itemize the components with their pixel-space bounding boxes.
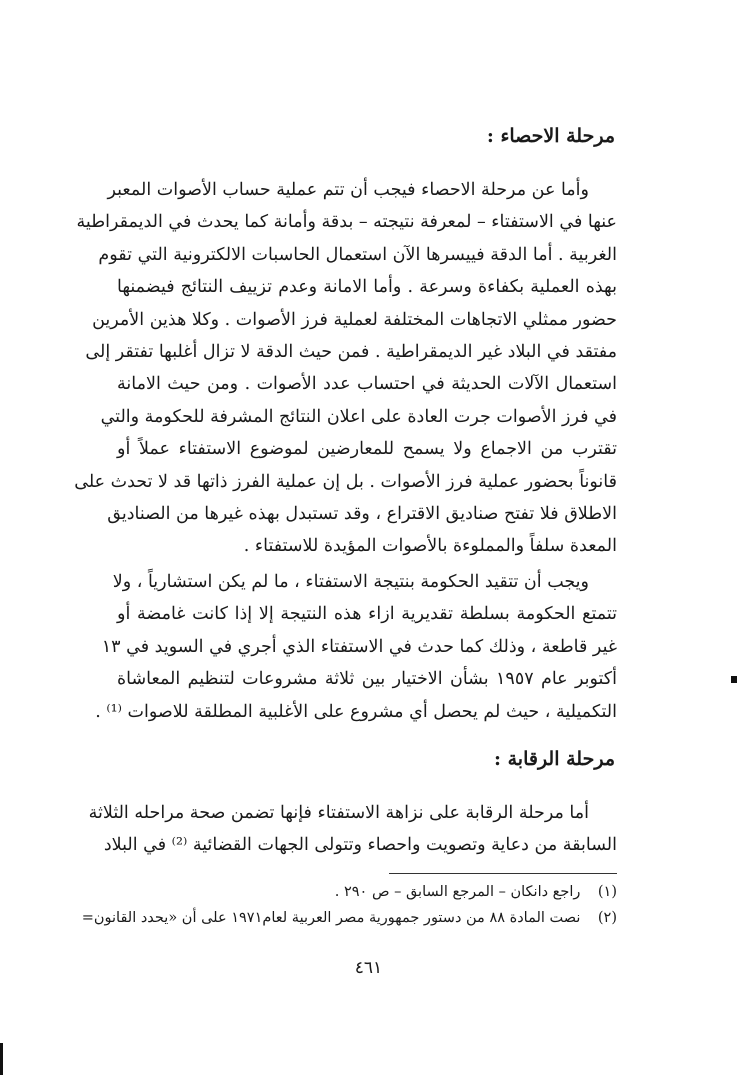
footnote-1 [117,879,617,905]
scan-edge-mark [0,1043,3,1075]
text-line: في فرز الأصوات جرت العادة على اعلان النتائج المشرفة للحكومة والتي [100,406,617,427]
footnote-number: (١) [597,884,617,900]
paragraph-government-binding [95,566,617,728]
scan-mark [731,676,737,683]
page-number: ٤٦١ [354,958,383,978]
text-line: الغربية . أما الدقة فييسرها الآن استعمال الحاسبات الالكترونية التي تقوم [98,244,617,265]
text-line: عنها في الاستفتاء – لمعرفة نتيجته – بدقة وأمانة كما يحدث في الديمقراطية [76,212,617,233]
footnote-number: (٢) [597,910,617,926]
footnote-separator [389,873,617,874]
footnote-text: نصت المادة ٨٨ من دستور جمهورية مصر العربية لعام١٩٧١ على أن «يحدد القانون= [81,910,581,926]
footnotes [81,879,617,931]
text-line: التكميلية ، حيث لم يحصل أي مشروع على الأغلبية المطلقة للاصوات ⁽¹⁾ . [95,701,617,722]
text-line: السابقة من دعاية وتصويت واحصاء وتتولى الجهات القضائية ⁽²⁾ في البلاد [103,835,617,856]
text-line: أكتوبر عام ١٩٥٧ بشأن الاختيار بين ثلاثة مشروعات لتنظيم المعاشاة [117,669,617,690]
text-line: غير قاطعة ، وذلك كما حدث في الاستفتاء الذي أجري في السويد في ١٣ [101,636,617,657]
text-line: أما مرحلة الرقابة على نزاهة الاستفتاء فإنها تضمن صحة مراحله الثلاثة [88,803,589,823]
text-line: الاطلاق فلا تفتح صناديق الاقتراع ، وقد تستبدل بهذه غيرها من الصناديق [107,503,617,524]
footnote-2 [81,905,617,931]
text-line: بهذه العملية بكفاءة وسرعة . وأما الامانة وعدم تزييف النتائج فيضمنها [117,277,617,298]
text-line: وأما عن مرحلة الاحصاء فيجب أن تتم عملية حساب الأصوات المعبر [107,180,589,200]
paragraph-counting [74,174,617,563]
text-line: قانوناً بحضور عملية فرز الأصوات . بل إن عملية الفرز ذاتها قد لا تحدث على [74,471,617,492]
text-line: تقترب من الاجماع ولا يسمح للمعارضين لموضوع الاستفتاء عملاً أو [117,439,617,460]
text-line: المعدة سلفاً والمملوءة بالأصوات المؤيدة للاستفتاء . [243,536,617,557]
text-line: مفتقد في البلاد غير الديمقراطية . فمن حيث الدقة لا تزال أغلبها تفتقر إلى [85,341,617,362]
section-heading-counting: مرحلة الاحصاء : [486,125,615,147]
text-line: ويجب أن تتقيد الحكومة بنتيجة الاستفتاء ، ما لم يكن استشارياً ، ولا [112,572,589,592]
text-line: حضور ممثلي الاتجاهات المختلفة لعملية فرز الأصوات . وكلا هذين الأمرين [92,309,617,330]
paragraph-oversight [88,797,617,862]
text-line: استعمال الآلات الحديثة في احتساب عدد الأصوات . ومن حيث الامانة [117,374,617,395]
text-line: تتمتع الحكومة بسلطة تقديرية ازاء هذه النتيجة إلا إذا كانت غامضة أو [117,604,617,625]
section-heading-oversight: مرحلة الرقابة : [493,748,615,770]
footnote-text: راجع دانكان – المرجع السابق – ص ٢٩٠ . [334,884,581,900]
